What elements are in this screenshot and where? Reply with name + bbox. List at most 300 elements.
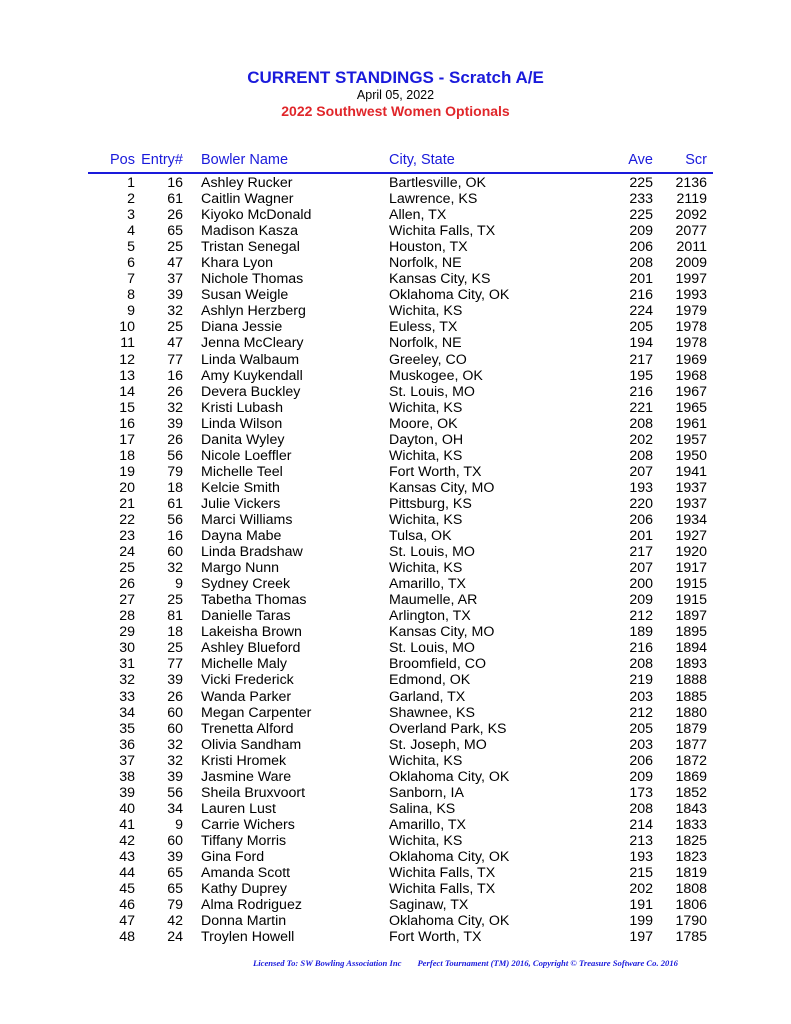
cell-scratch-score: 1888	[675, 672, 707, 689]
cell-entry: 39	[167, 287, 183, 304]
cell-average: 216	[629, 640, 653, 657]
cell-city-state: Greeley, CO	[389, 351, 467, 368]
header-divider	[88, 172, 713, 174]
cell-pos: 44	[119, 865, 135, 882]
table-row	[0, 672, 791, 688]
cell-average: 216	[629, 287, 653, 304]
table-row	[0, 223, 791, 239]
table-row	[0, 416, 791, 432]
table-row	[0, 592, 791, 608]
cell-bowler-name: Tristan Senegal	[201, 239, 300, 256]
cell-city-state: Wichita, KS	[389, 303, 463, 320]
cell-bowler-name: Margo Nunn	[201, 560, 280, 577]
cell-scratch-score: 1877	[675, 736, 707, 753]
cell-scratch-score: 1897	[675, 608, 707, 625]
cell-average: 203	[629, 688, 653, 705]
cell-pos: 1	[127, 175, 135, 191]
cell-pos: 32	[119, 672, 135, 689]
cell-scratch-score: 1969	[675, 351, 707, 368]
cell-entry: 26	[167, 688, 183, 705]
cell-scratch-score: 1785	[675, 929, 707, 946]
cell-city-state: Moore, OK	[389, 415, 458, 432]
cell-bowler-name: Linda Wilson	[201, 415, 283, 432]
cell-city-state: Sanborn, IA	[389, 784, 464, 801]
cell-scratch-score: 1885	[675, 688, 707, 705]
cell-pos: 18	[119, 447, 135, 464]
report-date: April 05, 2022	[356, 88, 435, 102]
cell-bowler-name: Megan Carpenter	[201, 704, 312, 721]
table-row	[0, 785, 791, 801]
cell-pos: 11	[120, 335, 135, 352]
table-row	[0, 544, 791, 560]
cell-average: 208	[629, 415, 653, 432]
cell-bowler-name: Amy Kuykendall	[201, 367, 303, 384]
cell-average: 224	[629, 303, 653, 320]
cell-scratch-score: 1915	[675, 576, 707, 593]
cell-bowler-name: Diana Jessie	[201, 319, 283, 336]
cell-bowler-name: Wanda Parker	[201, 688, 292, 705]
column-header-scr: Scr	[685, 152, 707, 168]
cell-bowler-name: Linda Bradshaw	[201, 544, 303, 561]
cell-entry: 56	[167, 511, 183, 528]
cell-bowler-name: Danielle Taras	[201, 608, 291, 625]
tournament-name: 2022 Southwest Women Optionals	[281, 103, 510, 119]
cell-city-state: Wichita, KS	[389, 447, 463, 464]
cell-average: 209	[629, 592, 653, 609]
cell-city-state: Wichita Falls, TX	[389, 223, 496, 240]
table-row	[0, 849, 791, 865]
cell-pos: 5	[127, 239, 135, 256]
cell-scratch-score: 1879	[675, 720, 707, 737]
cell-average: 203	[629, 736, 653, 753]
table-row	[0, 480, 791, 496]
cell-pos: 10	[119, 319, 135, 336]
cell-pos: 24	[119, 544, 135, 561]
cell-average: 189	[629, 624, 653, 641]
cell-scratch-score: 1979	[675, 303, 707, 320]
cell-bowler-name: Carrie Wichers	[201, 816, 295, 833]
table-row	[0, 640, 791, 656]
cell-scratch-score: 1968	[675, 367, 707, 384]
cell-pos: 29	[119, 624, 135, 641]
cell-pos: 33	[119, 688, 135, 705]
cell-average: 193	[629, 479, 653, 496]
cell-pos: 20	[119, 479, 135, 496]
cell-bowler-name: Kristi Hromek	[201, 752, 287, 769]
cell-pos: 27	[119, 592, 135, 609]
cell-pos: 16	[119, 415, 135, 432]
cell-entry: 56	[167, 784, 183, 801]
cell-entry: 32	[167, 736, 183, 753]
standings-table	[0, 175, 791, 945]
cell-scratch-score: 2011	[676, 239, 707, 256]
cell-pos: 7	[127, 271, 135, 288]
table-row	[0, 913, 791, 929]
cell-pos: 25	[119, 560, 135, 577]
cell-bowler-name: Amanda Scott	[201, 865, 291, 882]
cell-scratch-score: 1833	[675, 816, 707, 833]
cell-bowler-name: Alma Rodriguez	[201, 897, 302, 914]
cell-pos: 26	[119, 576, 135, 593]
cell-entry: 16	[167, 528, 183, 545]
cell-scratch-score: 1961	[675, 415, 707, 432]
cell-scratch-score: 2009	[675, 255, 707, 272]
cell-average: 209	[629, 768, 653, 785]
cell-average: 199	[629, 913, 653, 930]
table-row	[0, 400, 791, 416]
cell-scratch-score: 1895	[675, 624, 707, 641]
cell-average: 220	[629, 495, 653, 512]
cell-entry: 79	[167, 463, 183, 480]
cell-city-state: Arlington, TX	[389, 608, 471, 625]
cell-pos: 17	[119, 431, 135, 448]
cell-scratch-score: 1852	[675, 784, 707, 801]
cell-pos: 9	[127, 303, 135, 320]
cell-scratch-score: 1941	[675, 463, 707, 480]
cell-scratch-score: 1920	[675, 544, 707, 561]
table-row	[0, 721, 791, 737]
table-row	[0, 239, 791, 255]
cell-pos: 19	[119, 463, 135, 480]
cell-city-state: Fort Worth, TX	[389, 463, 482, 480]
cell-bowler-name: Sheila Bruxvoort	[201, 784, 306, 801]
cell-pos: 13	[119, 367, 135, 384]
footer	[253, 958, 694, 968]
table-row	[0, 608, 791, 624]
cell-average: 200	[629, 576, 653, 593]
cell-bowler-name: Danita Wyley	[201, 431, 285, 448]
cell-scratch-score: 1937	[675, 479, 707, 496]
table-row	[0, 817, 791, 833]
cell-entry: 79	[167, 897, 183, 914]
cell-scratch-score: 1880	[675, 704, 707, 721]
table-row	[0, 929, 791, 945]
table-row	[0, 432, 791, 448]
cell-bowler-name: Vicki Frederick	[201, 672, 294, 689]
table-row	[0, 833, 791, 849]
cell-bowler-name: Ashley Blueford	[201, 640, 301, 657]
cell-pos: 46	[119, 897, 135, 914]
cell-bowler-name: Kiyoko McDonald	[201, 207, 312, 224]
cell-average: 201	[629, 271, 653, 288]
cell-bowler-name: Linda Walbaum	[201, 351, 300, 368]
cell-entry: 25	[167, 592, 183, 609]
cell-bowler-name: Caitlin Wagner	[201, 191, 294, 208]
cell-average: 221	[629, 399, 653, 416]
cell-city-state: Houston, TX	[389, 239, 468, 256]
table-row	[0, 464, 791, 480]
cell-bowler-name: Donna Martin	[201, 913, 287, 930]
cell-city-state: Edmond, OK	[389, 672, 471, 689]
cell-entry: 26	[167, 383, 183, 400]
cell-entry: 61	[167, 495, 183, 512]
cell-city-state: Salina, KS	[389, 800, 456, 817]
table-row	[0, 801, 791, 817]
cell-entry: 39	[167, 415, 183, 432]
cell-entry: 26	[167, 207, 183, 224]
cell-entry: 39	[167, 768, 183, 785]
cell-scratch-score: 1872	[675, 752, 707, 769]
cell-scratch-score: 1967	[675, 383, 707, 400]
cell-scratch-score: 2136	[675, 175, 707, 191]
cell-bowler-name: Khara Lyon	[201, 255, 274, 272]
cell-average: 197	[629, 929, 653, 946]
cell-average: 193	[629, 848, 653, 865]
cell-city-state: St. Louis, MO	[389, 640, 475, 657]
cell-scratch-score: 2092	[675, 207, 707, 224]
cell-entry: 32	[167, 303, 183, 320]
cell-scratch-score: 1843	[675, 800, 707, 817]
cell-scratch-score: 1894	[675, 640, 707, 657]
cell-average: 219	[629, 672, 653, 689]
cell-bowler-name: Madison Kasza	[201, 223, 298, 240]
cell-entry: 65	[167, 881, 183, 898]
license-text: Licensed To: SW Bowling Association Inc	[253, 958, 402, 968]
table-row	[0, 303, 791, 319]
cell-pos: 36	[119, 736, 135, 753]
cell-entry: 25	[167, 319, 183, 336]
cell-entry: 65	[167, 223, 183, 240]
cell-bowler-name: Kristi Lubash	[201, 399, 284, 416]
cell-entry: 18	[167, 479, 183, 496]
cell-bowler-name: Nicole Loeffler	[201, 447, 292, 464]
cell-bowler-name: Gina Ford	[201, 848, 265, 865]
cell-pos: 23	[119, 528, 135, 545]
cell-pos: 2	[127, 191, 135, 208]
cell-entry: 9	[175, 576, 183, 593]
cell-entry: 60	[167, 832, 183, 849]
cell-pos: 6	[127, 255, 135, 272]
cell-bowler-name: Michelle Teel	[201, 463, 283, 480]
cell-city-state: Overland Park, KS	[389, 720, 507, 737]
cell-entry: 77	[167, 351, 183, 368]
cell-average: 201	[629, 528, 653, 545]
cell-city-state: Bartlesville, OK	[389, 175, 486, 191]
cell-average: 217	[629, 544, 653, 561]
cell-bowler-name: Nichole Thomas	[201, 271, 304, 288]
cell-entry: 60	[167, 720, 183, 737]
cell-city-state: Lawrence, KS	[389, 191, 478, 208]
cell-scratch-score: 1965	[675, 399, 707, 416]
cell-bowler-name: Olivia Sandham	[201, 736, 302, 753]
cell-pos: 31	[119, 656, 135, 673]
cell-city-state: Kansas City, KS	[389, 271, 491, 288]
cell-pos: 3	[127, 207, 135, 224]
column-header-ave: Ave	[628, 152, 653, 168]
table-row	[0, 528, 791, 544]
cell-city-state: Pittsburg, KS	[389, 495, 472, 512]
cell-bowler-name: Ashley Rucker	[201, 175, 293, 191]
cell-average: 209	[629, 223, 653, 240]
cell-entry: 26	[167, 431, 183, 448]
cell-entry: 32	[167, 752, 183, 769]
cell-pos: 35	[119, 720, 135, 737]
cell-entry: 56	[167, 447, 183, 464]
table-row	[0, 624, 791, 640]
cell-scratch-score: 1823	[675, 848, 707, 865]
cell-average: 206	[629, 239, 653, 256]
cell-pos: 4	[127, 223, 135, 240]
cell-city-state: Norfolk, NE	[389, 255, 462, 272]
cell-bowler-name: Troylen Howell	[201, 929, 295, 946]
table-row	[0, 496, 791, 512]
cell-pos: 42	[119, 832, 135, 849]
cell-pos: 30	[119, 640, 135, 657]
cell-city-state: Amarillo, TX	[389, 576, 466, 593]
cell-bowler-name: Kelcie Smith	[201, 479, 280, 496]
cell-city-state: Wichita, KS	[389, 511, 463, 528]
copyright-text: Perfect Tournament (TM) 2016, Copyright © Treasure Software Co. 2016	[417, 958, 678, 968]
table-row	[0, 656, 791, 672]
cell-entry: 65	[167, 865, 183, 882]
cell-entry: 25	[167, 640, 183, 657]
cell-city-state: Garland, TX	[389, 688, 466, 705]
cell-entry: 39	[167, 672, 183, 689]
cell-entry: 32	[167, 560, 183, 577]
cell-city-state: Broomfield, CO	[389, 656, 486, 673]
cell-city-state: Amarillo, TX	[389, 816, 466, 833]
cell-bowler-name: Tabetha Thomas	[201, 592, 307, 609]
cell-average: 206	[629, 752, 653, 769]
cell-city-state: Norfolk, NE	[389, 335, 462, 352]
cell-entry: 32	[167, 399, 183, 416]
cell-city-state: Kansas City, MO	[389, 479, 495, 496]
table-row	[0, 448, 791, 464]
cell-scratch-score: 1937	[675, 495, 707, 512]
cell-city-state: St. Joseph, MO	[389, 736, 487, 753]
table-row	[0, 207, 791, 223]
cell-average: 215	[629, 865, 653, 882]
cell-scratch-score: 1997	[675, 271, 707, 288]
cell-pos: 21	[119, 495, 135, 512]
table-row	[0, 287, 791, 303]
cell-pos: 37	[119, 752, 135, 769]
cell-pos: 39	[119, 784, 135, 801]
column-header-name: Bowler Name	[201, 152, 289, 168]
cell-bowler-name: Marci Williams	[201, 511, 293, 528]
cell-scratch-score: 1915	[675, 592, 707, 609]
cell-pos: 22	[119, 511, 135, 528]
column-header-pos: Pos	[110, 152, 135, 168]
cell-scratch-score: 1893	[675, 656, 707, 673]
cell-pos: 47	[119, 913, 135, 930]
cell-city-state: Maumelle, AR	[389, 592, 478, 609]
cell-scratch-score: 1806	[675, 897, 707, 914]
cell-pos: 8	[127, 287, 135, 304]
cell-bowler-name: Jasmine Ware	[201, 768, 292, 785]
cell-average: 206	[629, 511, 653, 528]
cell-city-state: Oklahoma City, OK	[389, 287, 510, 304]
table-row	[0, 335, 791, 351]
cell-entry: 37	[167, 271, 183, 288]
cell-scratch-score: 1950	[675, 447, 707, 464]
cell-city-state: Wichita, KS	[389, 560, 463, 577]
cell-city-state: Wichita, KS	[389, 399, 463, 416]
cell-scratch-score: 1825	[675, 832, 707, 849]
cell-entry: 9	[175, 816, 183, 833]
cell-bowler-name: Dayna Mabe	[201, 528, 282, 545]
cell-average: 202	[629, 431, 653, 448]
cell-entry: 34	[167, 800, 183, 817]
cell-scratch-score: 1869	[675, 768, 707, 785]
cell-bowler-name: Julie Vickers	[201, 495, 281, 512]
cell-city-state: Muskogee, OK	[389, 367, 483, 384]
cell-average: 205	[629, 720, 653, 737]
cell-entry: 25	[167, 239, 183, 256]
table-row	[0, 560, 791, 576]
cell-entry: 77	[167, 656, 183, 673]
cell-entry: 42	[167, 913, 183, 930]
cell-pos: 41	[119, 816, 135, 833]
cell-pos: 28	[119, 608, 135, 625]
cell-scratch-score: 1957	[675, 431, 707, 448]
cell-average: 213	[629, 832, 653, 849]
cell-entry: 16	[167, 175, 183, 191]
table-row	[0, 191, 791, 207]
cell-city-state: St. Louis, MO	[389, 383, 475, 400]
cell-pos: 15	[119, 399, 135, 416]
cell-bowler-name: Lakeisha Brown	[201, 624, 302, 641]
cell-city-state: Euless, TX	[389, 319, 458, 336]
cell-city-state: Saginaw, TX	[389, 897, 469, 914]
cell-city-state: St. Louis, MO	[389, 544, 475, 561]
cell-city-state: Fort Worth, TX	[389, 929, 482, 946]
column-header-entry: Entry#	[141, 152, 183, 168]
cell-pos: 43	[119, 848, 135, 865]
cell-bowler-name: Jenna McCleary	[201, 335, 304, 352]
cell-scratch-score: 1808	[675, 881, 707, 898]
cell-city-state: Oklahoma City, OK	[389, 913, 510, 930]
cell-entry: 18	[167, 624, 183, 641]
cell-average: 208	[629, 656, 653, 673]
cell-city-state: Allen, TX	[389, 207, 447, 224]
cell-pos: 12	[119, 351, 135, 368]
cell-scratch-score: 1978	[675, 319, 707, 336]
cell-city-state: Wichita, KS	[389, 832, 463, 849]
cell-scratch-score: 1790	[675, 913, 707, 930]
table-row	[0, 576, 791, 592]
table-row	[0, 881, 791, 897]
cell-average: 208	[629, 447, 653, 464]
table-row	[0, 737, 791, 753]
cell-average: 212	[629, 608, 653, 625]
cell-average: 205	[629, 319, 653, 336]
cell-scratch-score: 2119	[676, 191, 707, 208]
cell-average: 216	[629, 383, 653, 400]
table-row	[0, 689, 791, 705]
cell-city-state: Tulsa, OK	[389, 528, 452, 545]
cell-pos: 34	[119, 704, 135, 721]
cell-bowler-name: Michelle Maly	[201, 656, 287, 673]
cell-pos: 45	[119, 881, 135, 898]
cell-city-state: Wichita Falls, TX	[389, 865, 496, 882]
page-title: CURRENT STANDINGS - Scratch A/E	[247, 68, 544, 87]
cell-city-state: Wichita, KS	[389, 752, 463, 769]
table-row	[0, 368, 791, 384]
table-row	[0, 175, 791, 191]
cell-average: 195	[629, 367, 653, 384]
table-header	[0, 152, 791, 170]
cell-scratch-score: 1927	[675, 528, 707, 545]
cell-pos: 48	[119, 929, 135, 946]
cell-city-state: Kansas City, MO	[389, 624, 495, 641]
cell-scratch-score: 1934	[675, 511, 707, 528]
cell-city-state: Shawnee, KS	[389, 704, 475, 721]
table-row	[0, 255, 791, 271]
table-row	[0, 319, 791, 335]
cell-scratch-score: 1978	[675, 335, 707, 352]
cell-entry: 39	[167, 848, 183, 865]
